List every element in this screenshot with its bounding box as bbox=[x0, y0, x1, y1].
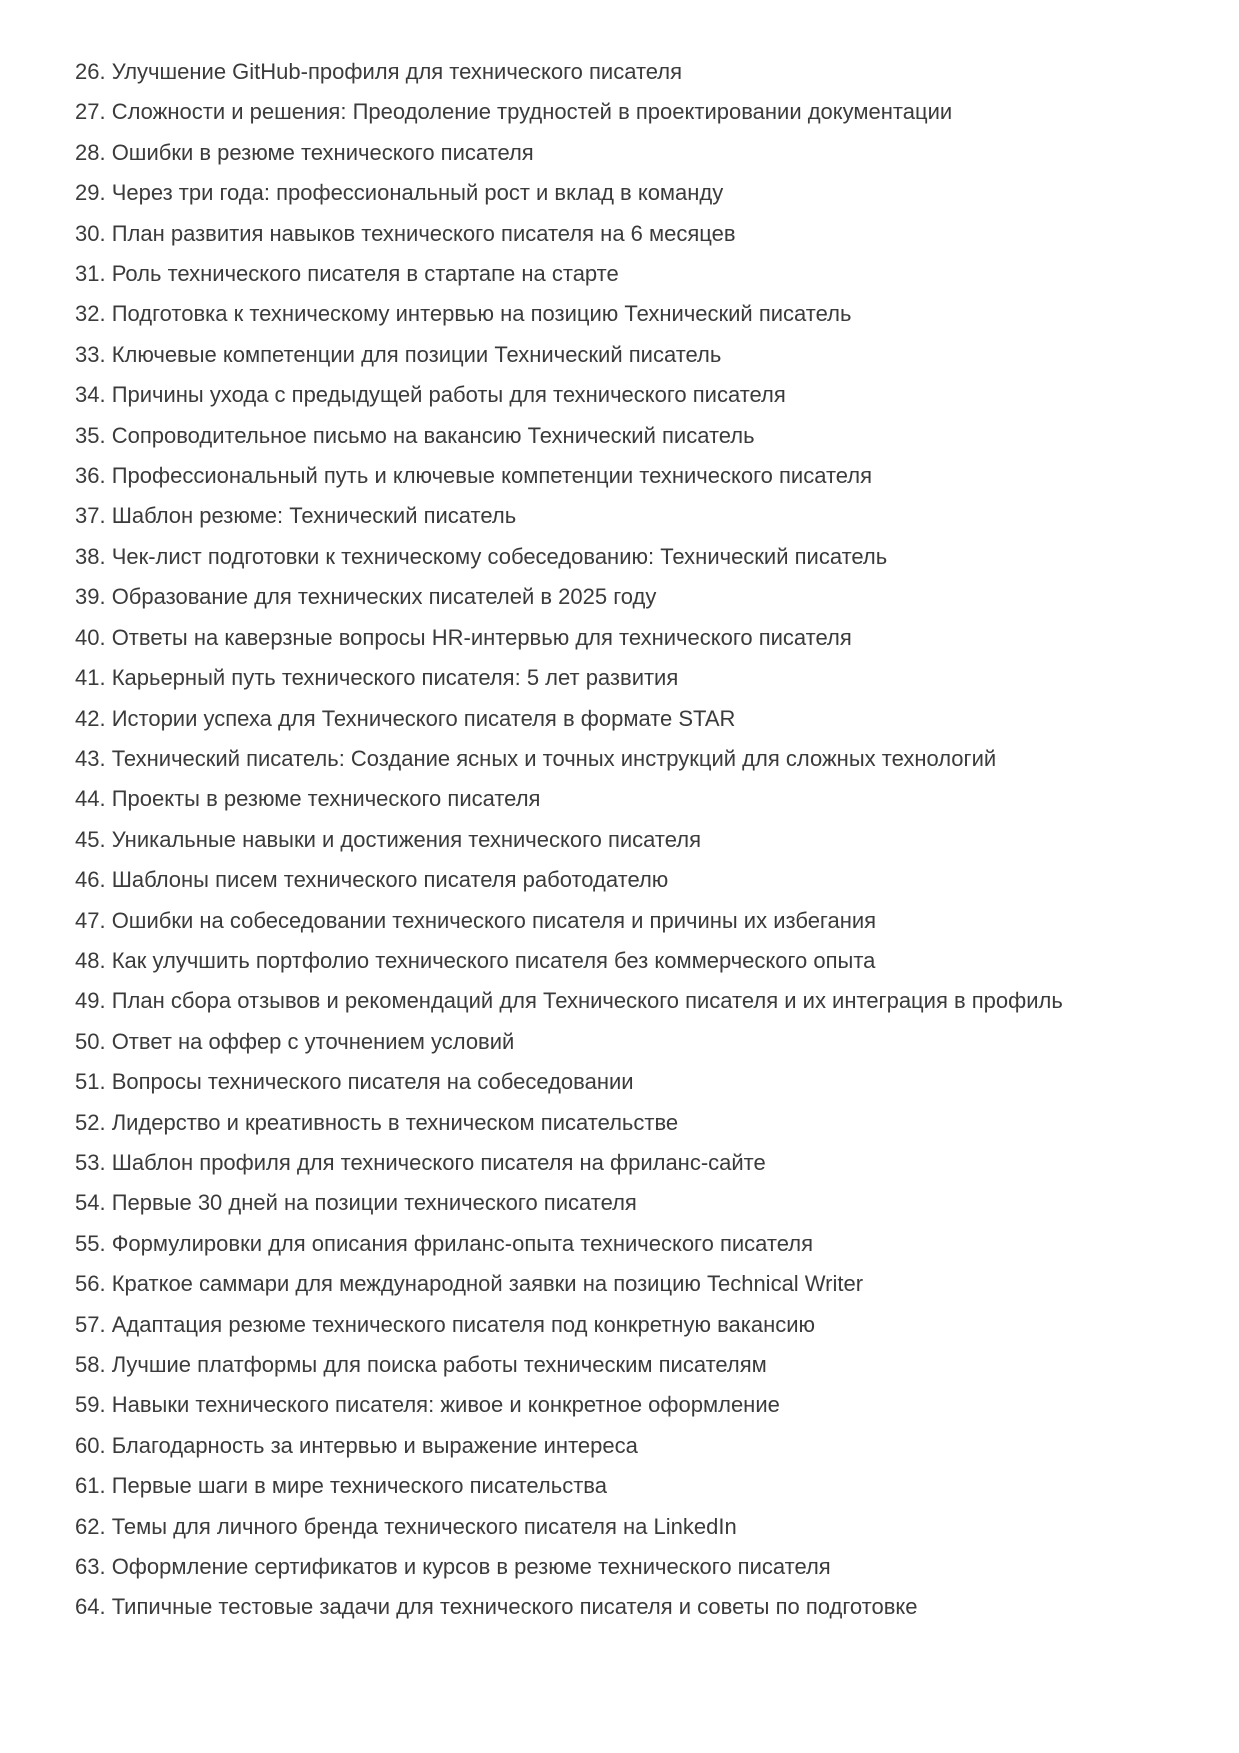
list-item: 59. Навыки технического писателя: живое и конкретное оформление bbox=[75, 1392, 780, 1418]
list-item: 55. Формулировки для описания фриланс-опыта технического писателя bbox=[75, 1230, 813, 1256]
topic-list bbox=[75, 52, 1065, 1628]
list-item: 28. Ошибки в резюме технического писателя bbox=[75, 139, 534, 165]
list-item: 39. Образование для технических писателей в 2025 году bbox=[75, 584, 657, 610]
list-item: 33. Ключевые компетенции для позиции Технический писатель bbox=[75, 341, 722, 367]
list-item: 30. План развития навыков технического писателя на 6 месяцев bbox=[75, 220, 736, 246]
list-item: 50. Ответ на оффер с уточнением условий bbox=[75, 1028, 515, 1054]
list-item: 37. Шаблон резюме: Технический писатель bbox=[75, 503, 517, 529]
list-item: 58. Лучшие платформы для поиска работы техническим писателям bbox=[75, 1352, 767, 1377]
list-item: 51. Вопросы технического писателя на собеседовании bbox=[75, 1069, 634, 1095]
list-item: 54. Первые 30 дней на позиции технического писателя bbox=[75, 1190, 637, 1216]
list-item: 46. Шаблоны писем технического писателя работодателю bbox=[75, 867, 669, 893]
list-item: 34. Причины ухода с предыдущей работы для технического писателя bbox=[75, 382, 786, 408]
list-item: 56. Краткое саммари для международной заявки на позицию Technical Writer bbox=[75, 1271, 864, 1297]
list-item: 41. Карьерный путь технического писателя: 5 лет развития bbox=[75, 665, 679, 691]
list-item: 44. Проекты в резюме технического писателя bbox=[75, 786, 541, 812]
list-item: 32. Подготовка к техническому интервью на позицию Технический писатель bbox=[75, 301, 852, 327]
list-item: 42. Истории успеха для Технического писателя в формате STAR bbox=[75, 705, 736, 731]
list-item: 45. Уникальные навыки и достижения технического писателя bbox=[75, 826, 701, 852]
list-item: 60. Благодарность за интервью и выражение интереса bbox=[75, 1432, 638, 1458]
list-item: 36. Профессиональный путь и ключевые компетенции технического писателя bbox=[75, 463, 873, 489]
list-item: 48. Как улучшить портфолио технического писателя без коммерческого опыта bbox=[75, 947, 876, 973]
list-item: 43. Технический писатель: Создание ясных и точных инструкций для сложных технологий bbox=[75, 745, 997, 771]
list-item: 61. Первые шаги в мире технического писательства bbox=[75, 1473, 607, 1499]
list-item: 47. Ошибки на собеседовании технического писателя и причины их избегания bbox=[75, 907, 877, 933]
list-item: 35. Сопроводительное письмо на вакансию Технический писатель bbox=[75, 422, 755, 448]
list-item: 63. Оформление сертификатов и курсов в резюме технического писателя bbox=[75, 1554, 831, 1580]
list-item: 29. Через три года: профессиональный рост и вклад в команду bbox=[75, 180, 724, 206]
list-item: 49. План сбора отзывов и рекомендаций для Технического писателя и их интеграция в профиль bbox=[75, 988, 1063, 1014]
list-item: 57. Адаптация резюме технического писателя под конкретную вакансию bbox=[75, 1311, 816, 1337]
list-item: 40. Ответы на каверзные вопросы HR-интервью для технического писателя bbox=[75, 624, 852, 650]
list-item: 62. Темы для личного бренда технического писателя на LinkedIn bbox=[75, 1513, 737, 1539]
list-item: 53. Шаблон профиля для технического писателя на фриланс-сайте bbox=[75, 1149, 766, 1175]
list-item: 52. Лидерство и креативность в техническом писательстве bbox=[75, 1109, 679, 1135]
list-item: 38. Чек-лист подготовки к техническому собеседованию: Технический писатель bbox=[75, 543, 888, 569]
list-item: 26. Улучшение GitHub-профиля для технического писателя bbox=[75, 59, 683, 84]
list-item: 27. Сложности и решения: Преодоление трудностей в проектировании документации bbox=[75, 99, 953, 125]
list-item: 31. Роль технического писателя в стартапе на старте bbox=[75, 261, 619, 287]
list-item: 64. Типичные тестовые задачи для технического писателя и советы по подготовке bbox=[75, 1594, 918, 1620]
